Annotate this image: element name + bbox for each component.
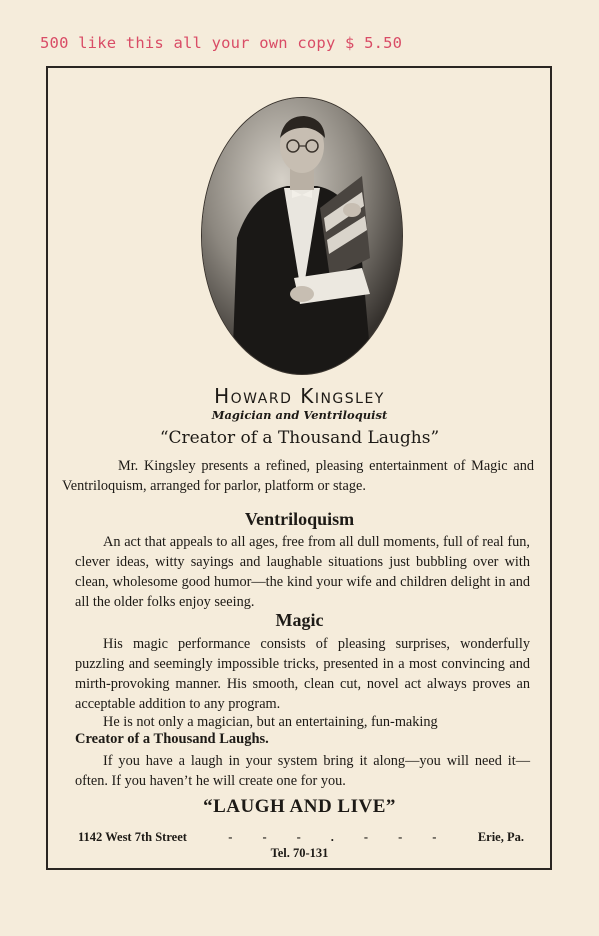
dash: - [432,830,437,844]
dash: - [296,830,301,844]
portrait-photo [201,97,403,375]
ventriloquism-heading: Ventriloquism [244,509,355,529]
dash: - [398,830,403,844]
city: Erie, Pa. [477,830,524,844]
tagline: “Creator of a Thousand Laughs” [159,428,440,448]
separator-dashes [228,830,436,845]
typed-price-note: 500 like this all your own copy $ 5.50 [40,34,403,52]
motto: “LAUGH AND LIVE” [203,796,396,817]
creator-bold-line: Creator of a Thousand Laughs. [75,731,269,747]
performer-subtitle: Magician and Ventriloquist [211,408,388,422]
ventriloquism-paragraph: An act that appeals to all ages, free from all dull moments, full of real fun, clever ideas, witty sayings and laughable situations just bubbling over with clean, wholesome good humor—the kind your wife and children delight in and all the older folks enjoy seeing. [75,534,530,610]
intro-paragraph: Mr. Kingsley presents a refined, pleasing entertainment of Magic and Ventriloquism, arranged for parlor, platform or stage. [62,458,534,494]
dash: - [262,830,267,844]
dash: . [330,830,334,844]
address-row [78,830,524,845]
magic-paragraph: His magic performance consists of pleasing surprises, wonderfully puzzling and seemingly impossible tricks, presented in a most convincing and mirth-provoking manner. His smooth, clean cut, novel act always proves an acceptable addition to any program. [75,636,530,712]
dash: - [363,830,369,844]
dash: - [228,830,233,844]
street-address: 1142 West 7th Street [78,830,187,844]
magic-paragraph-3: If you have a laugh in your system bring it along—you will need it—often. If you haven’t he will create one for you. [75,753,530,789]
telephone: Tel. 70-131 [270,846,329,860]
portrait-illustration [202,98,402,374]
magic-heading: Magic [275,610,324,630]
magic-paragraph-2: He is not only a magician, but an entertaining, fun-making [103,714,438,730]
performer-name: Howard Kingsley [214,384,385,408]
